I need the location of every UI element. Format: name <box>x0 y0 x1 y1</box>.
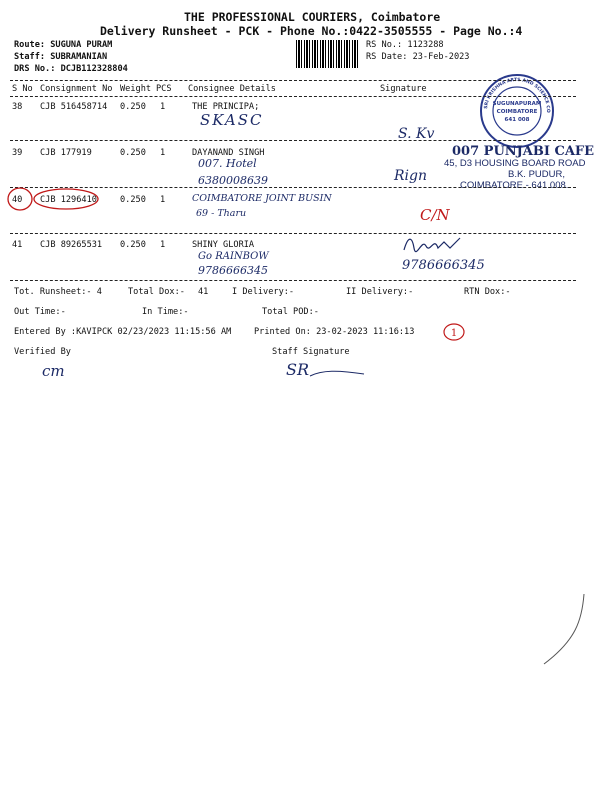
col-signature: Signature <box>380 84 427 94</box>
row38-hand1: SKASC <box>200 111 264 129</box>
barcode <box>296 40 358 68</box>
row40-sign: C/N <box>420 206 450 224</box>
row40-hand1: COIMBATORE JOINT BUSIN <box>192 193 332 204</box>
tot-i-delivery: I Delivery:- <box>232 287 295 297</box>
row40-pcs: 1 <box>160 195 166 205</box>
row39-cno: CJB 177919 <box>40 148 92 158</box>
row41-consignee: SHINY GLORIA <box>192 240 255 250</box>
company-title: THE PROFESSIONAL COURIERS, Coimbatore <box>184 10 441 24</box>
out-time: Out Time:- <box>14 307 66 317</box>
college-stamp-line2: SUGUNAPURAM <box>492 101 542 107</box>
col-consignee: Consignee Details <box>188 84 276 94</box>
row39-hand1: 007. Hotel <box>198 157 257 170</box>
college-stamp-icon <box>478 72 556 150</box>
staff-signature-label: Staff Signature <box>272 347 350 357</box>
circled-note-icon <box>442 322 466 342</box>
cafe-stamp-addr3: COIMBATORE - 641 008. <box>460 180 569 191</box>
row39-pcs: 1 <box>160 148 166 158</box>
row38-sno: 38 <box>12 102 23 112</box>
tot-runsheet: Tot. Runsheet:- 4 <box>14 287 102 297</box>
staff-signature-stroke-icon <box>308 366 368 380</box>
col-consignment: Consignment No <box>40 84 113 94</box>
cafe-stamp-addr2: B.K. PUDUR, <box>508 169 566 180</box>
tot-dox-label: Total Dox:- <box>128 287 185 297</box>
row40-weight: 0.250 <box>120 195 146 205</box>
row39-hand2: 6380008639 <box>198 174 268 187</box>
row38-cno: CJB 516458714 <box>40 102 108 112</box>
col-weight: Weight <box>120 84 152 94</box>
rule-row40 <box>10 233 576 234</box>
college-stamp-line4: 641 008 <box>504 117 530 123</box>
row40-cno: CJB 1296410 <box>40 195 97 205</box>
rs-no: RS No.: 1123288 <box>366 40 444 50</box>
drs-label: DRS No.: DCJB112328804 <box>14 64 128 74</box>
route-label: Route: SUGUNA PURAM <box>14 40 113 50</box>
tot-ii-delivery: II Delivery:- <box>346 287 414 297</box>
tot-rtn-dox: RTN Dox:- <box>464 287 511 297</box>
pen-stroke-icon <box>540 590 588 670</box>
row39-weight: 0.250 <box>120 148 146 158</box>
row41-pcs: 1 <box>160 240 166 250</box>
rs-date: RS Date: 23-Feb-2023 <box>366 52 470 62</box>
row41-weight: 0.250 <box>120 240 146 250</box>
row41-hand1: Go RAINBOW <box>198 251 269 262</box>
row41-sno: 41 <box>12 240 23 250</box>
row41-sign: 9786666345 <box>402 258 485 273</box>
row41-cno: CJB 89265531 <box>40 240 103 250</box>
rule-header <box>10 96 576 97</box>
printed-on: Printed On: 23-02-2023 11:16:13 <box>254 327 415 337</box>
entered-by: Entered By :KAVIPCK 02/23/2023 11:15:56 AM <box>14 327 232 337</box>
rule-top <box>10 80 576 81</box>
college-stamp-line3: COIMBATORE <box>496 109 538 115</box>
row38-sign: S. Kv <box>398 126 435 142</box>
col-pcs: PCS <box>156 84 172 94</box>
row38-weight: 0.250 <box>120 102 146 112</box>
row39-sign: Rign <box>394 168 427 184</box>
row41-hand2: 9786666345 <box>198 264 268 277</box>
circled-note-text: 1 <box>450 328 458 339</box>
row40-hand2: 69 - Tharu <box>196 208 247 219</box>
row39-sno: 39 <box>12 148 23 158</box>
staff-handwritten-signature: SR <box>286 360 310 379</box>
cafe-stamp-addr1: 45, D3 HOUSING BOARD ROAD <box>444 158 586 169</box>
row39-consignee: DAYANAND SINGH <box>192 148 265 158</box>
rule-row38 <box>10 140 576 141</box>
row38-pcs: 1 <box>160 102 166 112</box>
staff-label: Staff: SUBRAMANIAN <box>14 52 108 62</box>
row41-scribble-icon <box>400 232 470 254</box>
total-pod: Total POD:- <box>262 307 319 317</box>
college-stamp-line1: SRI KRISHNA ARTS AND SCIENCE CO <box>484 77 551 113</box>
runsheet-subtitle: Delivery Runsheet - PCK - Phone No.:0422-3505555 - Page No.:4 <box>100 24 523 38</box>
verified-by-label: Verified By <box>14 347 71 357</box>
row38-consignee: THE PRINCIPA; <box>192 102 260 112</box>
tot-dox-value: 41 <box>198 287 209 297</box>
cafe-stamp-name: 007 PUNJABI CAFE <box>452 144 595 159</box>
col-sno: S No <box>12 84 33 94</box>
in-time: In Time:- <box>142 307 189 317</box>
rule-row41 <box>10 280 576 281</box>
row40-sno: 40 <box>12 195 23 205</box>
verified-signature: cm <box>42 362 65 380</box>
